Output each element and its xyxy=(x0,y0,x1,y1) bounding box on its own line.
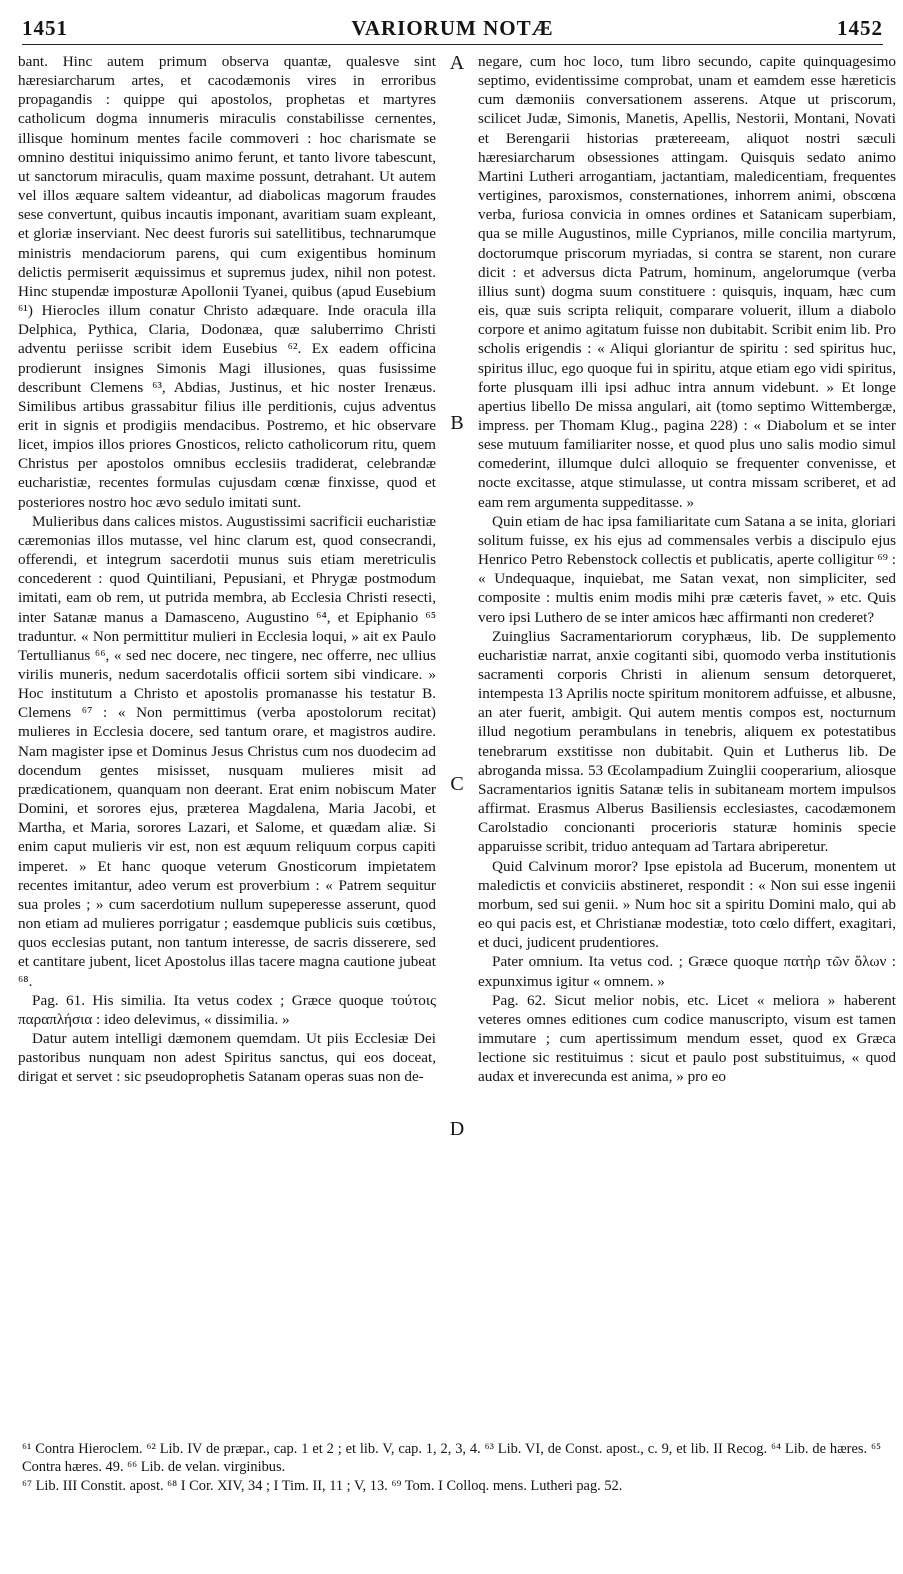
footnote-line: ⁶⁷ Lib. III Constit. apost. ⁶⁸ I Cor. XIV, 34 ; I Tim. II, 11 ; V, 13. ⁶⁹ Tom. I Colloq. mens. Lutheri pag. 52. xyxy=(22,1477,623,1494)
margin-marker-a: A xyxy=(449,52,465,74)
right-column xyxy=(478,52,896,1370)
right-paragraph: negare, cum hoc loco, tum libro secundo, capite quinquagesimo septimo, evidentissime comprobat, unam et eamdem esse hæreticis cum dæmoniis conversationem asserens. Atque ut priscorum, scilicet Judæ, Simonis, Manetis, Apellis, Nestorii, Montani, Novati et Berengarii historias prætereeam, aliquot nostri sæculi hæresiarcharum obsessiones attingam. Quisquis sedato animo Martini Lutheri arrogantiam, jactantiam, maledicentiam, frequentes vertigines, paroxismos, consternationes, inhorrem animi, obscœna verba, furiosa convicia in omnes ordines et Satanicam superbiam, qua se mille Augustinos, mille Cyprianos, mille concilia martyrum, doctorumque priscorum myriadas, si contra se starent, non curare dicit : et adversus dicta Patrum, hominum, angelorumque (verba illius sunt) dogma suum constituere : quisquis, inquam, hæc cum eis, quæ suis scripta reliquit, comparare voluerit, illum a diabolo corpore et animo agitatum fuisse non dubitabit. Scribit enim lib. Pro scholis erigendis : « Aliqui gloriantur de spiritu : sed spiritus huc, spiritus illuc, ego quoque fui in spiritu, atque etiam ego vidi spiritus, forte plusquam illi ipsi adhuc intra annum videbunt. » Et longe apertius libello De missa angulari, ait (tomo septimo Wittembergæ, impress. per Thomam Klug., pagina 228) : « Diabolum et se inter sese mutuum familiariter nosse, et quod plus uno salis modio simul comederint, illumque dulci alloquio se frequenter convenisse, et nocte excitasse, atque stimulasse, ut contra missam scriberet, et ad eam rem argumenta suppeditasse. » xyxy=(478,53,896,511)
right-paragraph: Pag. 62. Sicut melior nobis, etc. Licet « meliora » haberent veteres omnes editiones cum codice manuscripto, visum est tamen immutare ; cum apertissimum mendum esset, quod ex Græca lectione sic restituimus : sicut et paulo post substituimus, « quod audax et inverecunda est anima, » pro eo xyxy=(478,991,896,1086)
right-page-number: 1452 xyxy=(837,16,883,40)
right-paragraph: Quid Calvinum moror? Ipse epistola ad Bucerum, monentem ut maledictis et conviciis abstineret, respondit : « Non sui esse ingenii morbum, sed sui genii. » Num hoc sit a spiritu Domini malo, qui ab eo qui pacis est, et Christianæ modestiæ, toto cœlo differt, exagitari, et duci, judicent prudentiores. xyxy=(478,857,896,952)
margin-marker-c: C xyxy=(450,773,464,795)
left-paragraph: bant. Hinc autem primum observa quantæ, qualesve sint hæresiarcharum artes, et cacodæmonis vires in erroribus propagandis : quippe qui apostolos, prophetas et martyres catholicum dogma innumeris miraculis constabilisse cernentes, illisque hominum mentes facile commoveri : hoc charismate se omnino destitui iniquissimo animo ferunt, et tanto livore tabescunt, ut sanctorum miraculis, quam maxime possunt, detrahant. Ut autem vel illos æquare saltem videantur, ad diabolicas magorum fraudes sese convertunt, quibus incautis imponant, avaritiam suam expleant, et gloriæ inserviant. Nec deest furoris sui satellitibus, technarumque ministris mendaciorum parens, qui cum exigentibus hominum delictis permiserit æquissimus et supremus judex, nihil non potest. Hinc stupendæ imposturæ Apollonii Tyanei, quibus (apud Eusebium ⁶¹) Hierocles illum conatur Christo adæquare. Inde oracula illa Delphica, Pythica, Claria, Dodonæa, quæ saluberrimo Christi adventu periisse scribit idem Eusebius ⁶². Ex eadem officina prodierunt insignes Simonis Magi illusiones, quas fusissime describunt Clemens ⁶³, Abdias, Justinus, et hic noster Irenæus. Similibus artibus grassabitur filius ille perditionis, cujus adventus erit in signis et prodigiis mendacibus. Postremo, et hic observare licet, impios illos priores Gnosticos, relicto catholicorum ritu, quem Christus per apostolos omnibus ecclesiis tradiderat, celebrandæ eucharistiæ, recentes formulas cujusdam cœnæ finxisse, quod et posteriores nostro hoc ævo sedulo imitati sunt. xyxy=(18,53,436,511)
left-paragraph: Pag. 61. His similia. Ita vetus codex ; Græce quoque τούτοις παραπλήσια : ideo delevimus, « dissimilia. » xyxy=(18,991,436,1028)
running-title: VARIORUM NOTÆ xyxy=(351,16,554,40)
left-paragraph: Mulieribus dans calices mistos. Augustissimi sacrificii eucharistiæ cæremonias illos mutasse, vel hinc clarum est, quod consecrandi, offerendi, et integrum sacerdotii munus suis etiam meretriculis concederent : quod Quintiliani, Pepusiani, et Phrygæ postmodum imitati, eam ob rem, ut putrida membra, ab Ecclesia Christi resecti, inter Satanæ manus a Damasceno, Augustino ⁶⁴, et Epiphanio ⁶⁵ traduntur. « Non permittitur mulieri in Ecclesia loqui, » ait ex Paulo Tertullianus ⁶⁶, « sed nec docere, nec tingere, nec offerre, nec ullius virilis muneris, nedum sacerdotalis officii sortem sibi vindicare. » Hoc institutum a Christo et apostolis promanasse his testatur B. Clemens ⁶⁷ : « Non permittimus (verba apostolorum recitat) mulieres in Ecclesia docere, sed tantum orare, et magistros audire. Nam magister ipse et Dominus Jesus Christus cum nos duodecim ad docendum gentes misisset, nusquam mulieres misit ad prædicationem, quanquam non deerant. Erat enim nobiscum Mater Domini, et sorores ejus, præterea Magdalena, Maria Jacobi, et Martha, et Maria, sorores Lazari, et Salome, et quædam aliæ. Si enim caput mulieris vir est, non est æquum reliquum corpus capiti imperet. » Et hanc quoque veterum Gnosticorum impietatem recentes imitantur, adeo verum est proverbium : « Patrem sequitur sua proles ; » cum sacerdotium nullum supeperesse asserunt, quod non etiam ad mulieres porrigatur ; easdemque publicis suis cœtibus, quos ecclesias putant, non tantum interesse, de sacris disserere, sed et cantitare jubent, licet Apostolus illas tacere magna cautione jubeat ⁶⁸. xyxy=(18,512,436,990)
right-paragraph: Quin etiam de hac ipsa familiaritate cum Satana a se inita, gloriari solitum fuisse, ex his ejus ad commensales verbis a discipulo ejus Henrico Petro Rebenstock collectis et publicatis, aperte colligitur ⁶⁹ : « Undequaque, inquiebat, me Satan vexat, non simpliciter, sed composite : multis enim modis mihi præ cæteris favet, » etc. Quis vero ipsi Luthero de se inter amicos hæc affirmanti non crederet? xyxy=(478,512,896,626)
right-paragraph: Zuinglius Sacramentariorum coryphæus, lib. De supplemento eucharistiæ narrat, anxie cogitanti sibi, quomodo verba institutionis sacramenti corporis Christi in alienum sensum detorqueret, intempesta 13 Aprilis nocte spiritum monitorem adfuisse, et albusne, an ater fuerit, ambigit. Qui autem mentis compos est, nocturnum illud negotium perambulans in tenebris, aliquem ex potestatibus tenebrarum exstitisse non dubitabit. Quin et Lutherus lib. De abroganda missa. 53 Œcolampadium Zuinglii cooperarium, aliosque Sacramentarios ignitis Satanæ telis in subitaneam mortem impulsos affirmat. Erasmus Alberus Basiliensis ecclesiastes, cacodæmonem Carolstadio concionanti procerioris staturæ hominis specie apparuisse scribit, triduo antequam ad Tartara abriperetur. xyxy=(478,627,896,856)
margin-marker-b: B xyxy=(450,412,464,434)
right-paragraph: Pater omnium. Ita vetus cod. ; Græce quoque πατὴρ τῶν ὅλων : expunximus igitur « omnem. » xyxy=(478,953,896,990)
left-page-number: 1451 xyxy=(22,16,68,40)
margin-marker-d: D xyxy=(449,1118,465,1140)
footnote-line: ⁶¹ Contra Hieroclem. ⁶² Lib. IV de præpar., cap. 1 et 2 ; et lib. V, cap. 1, 2, 3, 4. ⁶³ Lib. VI, de Const. apost., c. 9, et lib. II Recog. ⁶⁴ Lib. de hæres. ⁶⁵ Contra hæres. 49. ⁶⁶ Lib. de velan. virginibus. xyxy=(22,1441,881,1476)
footnotes xyxy=(22,1440,881,1520)
left-column xyxy=(18,52,436,1370)
left-paragraph: Datur autem intelligi dæmonem quemdam. Ut piis Ecclesiæ Dei pastoribus nunquam non adest Spiritus sanctus, qui eos doceat, dirigat et servet : sic pseudoprophetis Satanam operas suas non de- xyxy=(18,1029,436,1086)
page-header xyxy=(22,10,883,45)
